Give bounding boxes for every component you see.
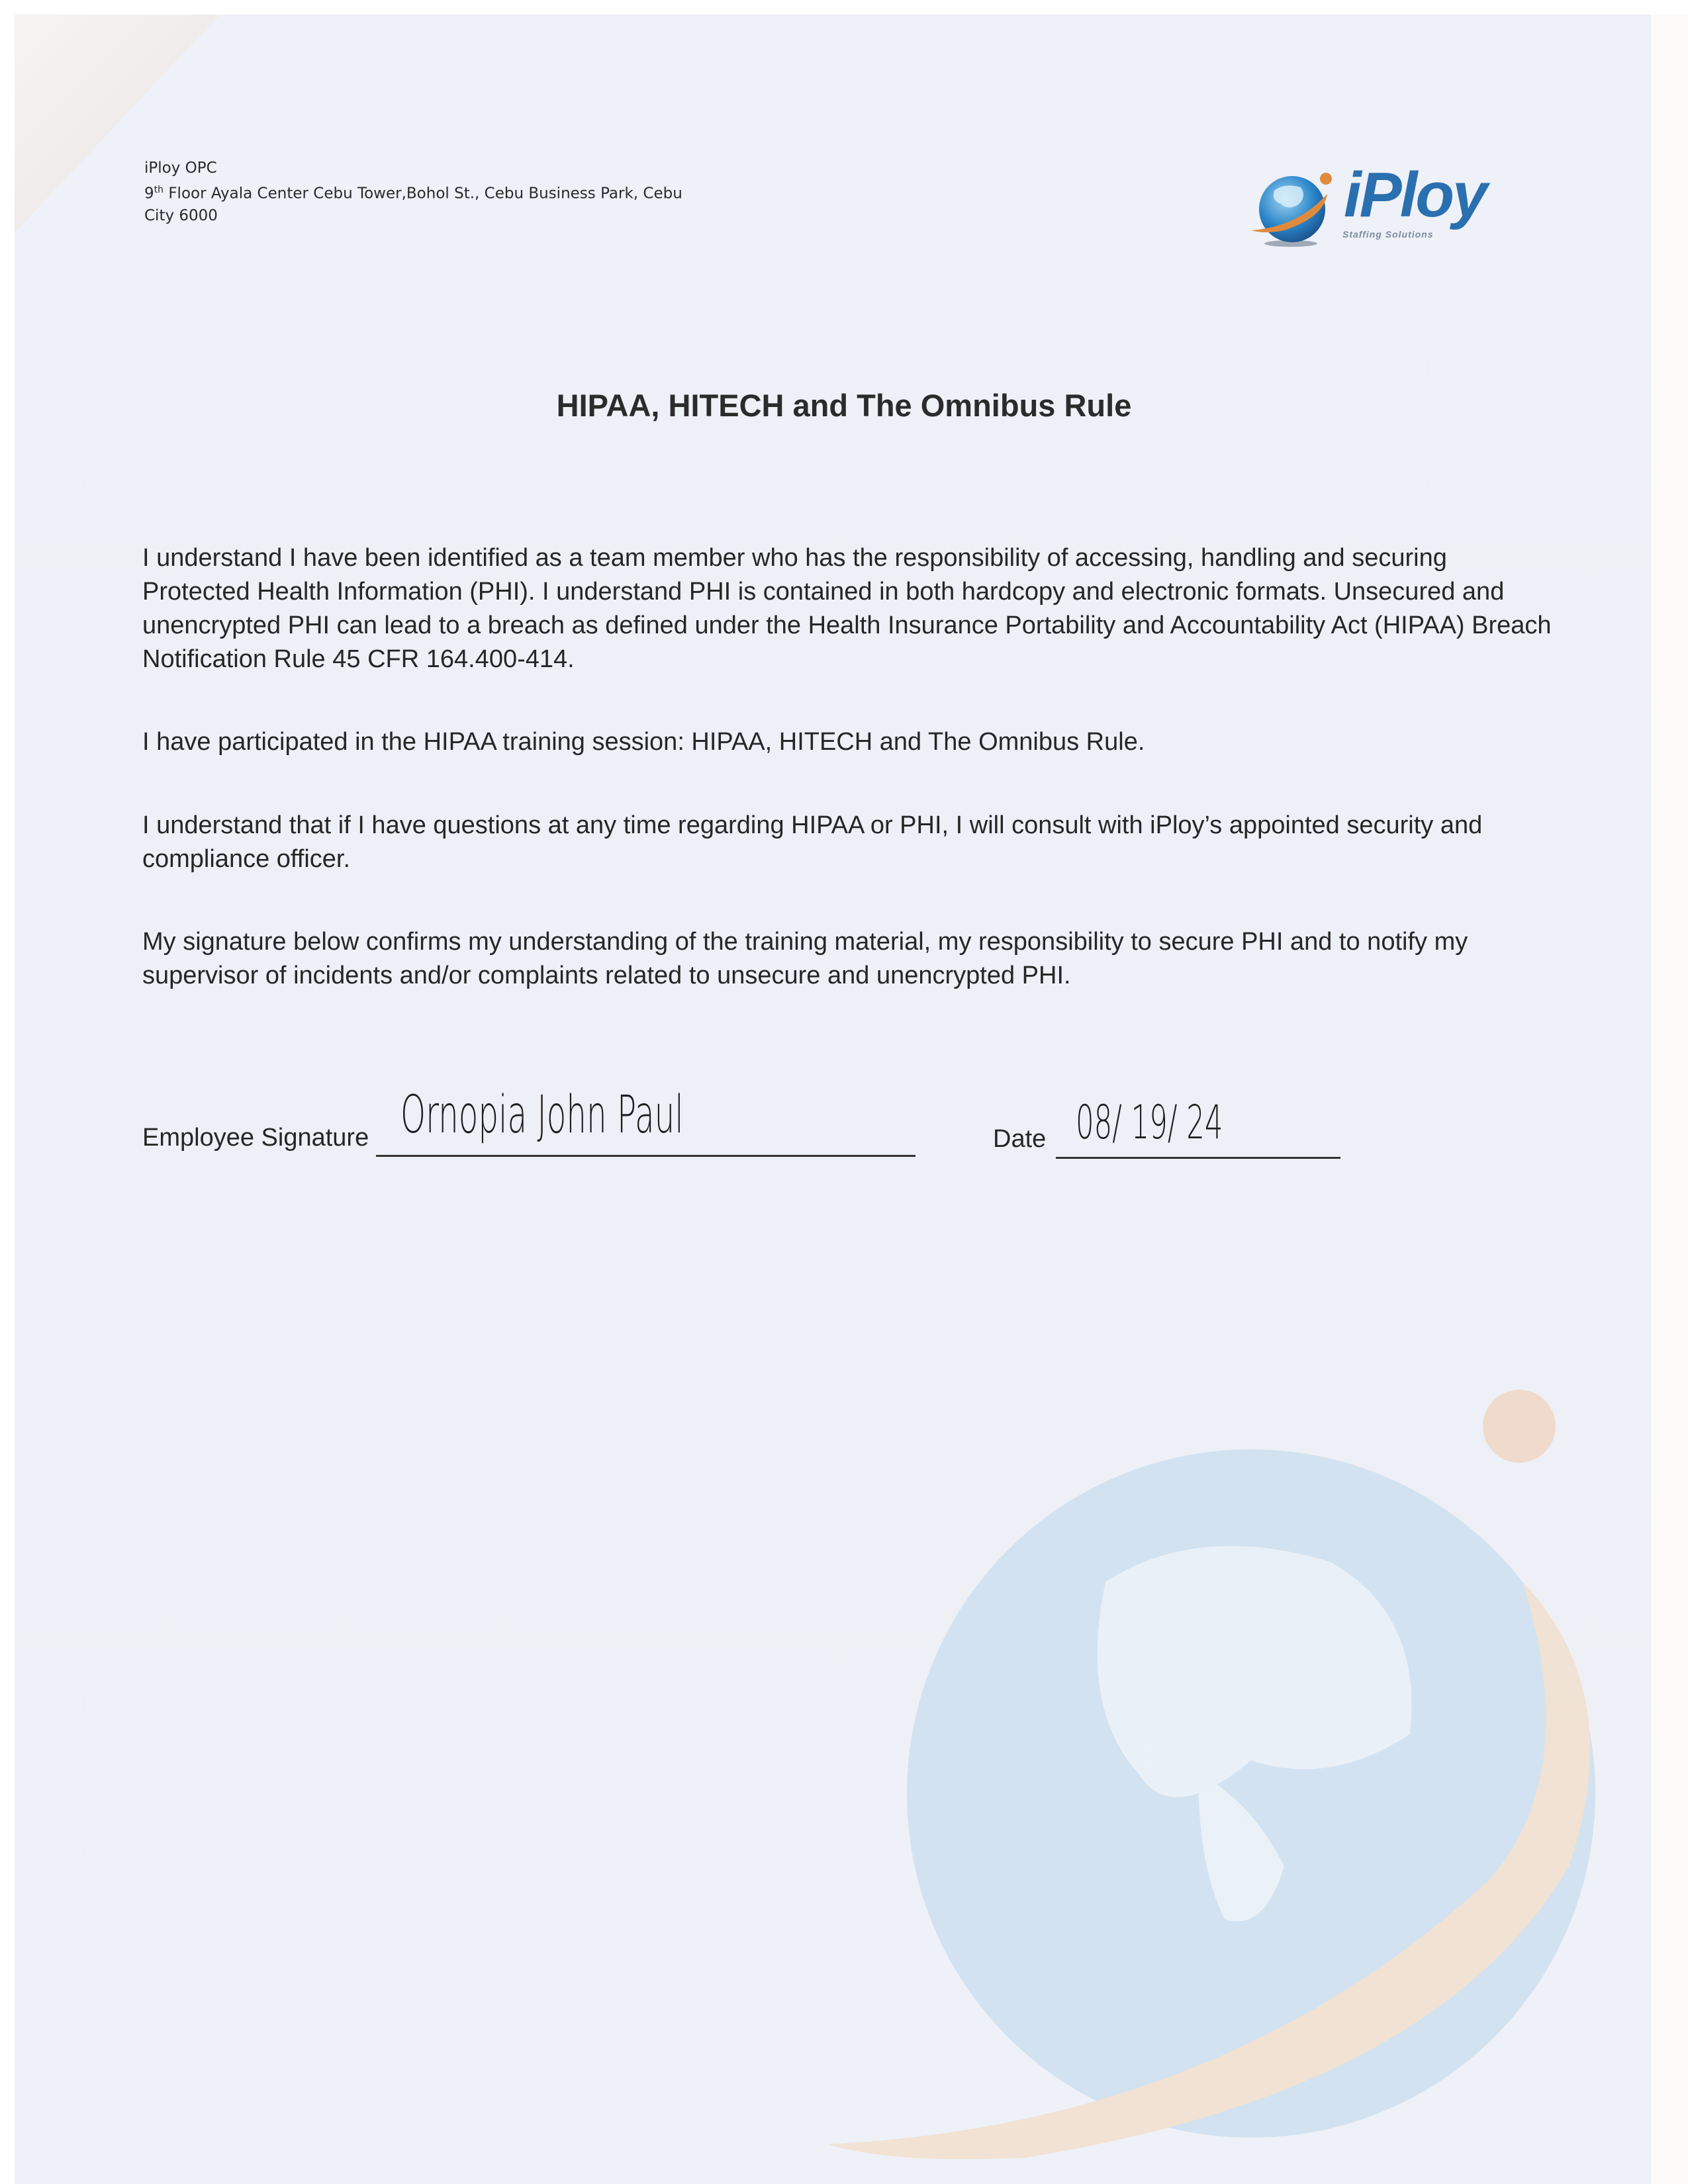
company-name: iPloy OPC bbox=[144, 159, 217, 177]
signature-label: Employee Signature bbox=[142, 1124, 369, 1152]
floor-number: 9 bbox=[144, 185, 154, 203]
handwritten-signature: Ornopia John Paul bbox=[400, 1085, 684, 1145]
logo-wordmark: iPloy bbox=[1344, 159, 1486, 230]
paragraph-acknowledgement: I understand I have been identified as a team member who has the responsibility of accessing, handling and securing Protected Health Information (PHI). I understand PHI is contained in both hardcopy and electronic formats. Unsecured and unencrypted PHI can lead to a breach as defined under the Health Insurance Portability and Accountability Act (HIPAA) Breach Notification Rule 45 CFR 164.400-414. bbox=[142, 544, 1552, 673]
document-title: HIPAA, HITECH and The Omnibus Rule bbox=[556, 388, 1132, 423]
date-line[interactable] bbox=[1056, 1157, 1340, 1159]
signature-line[interactable] bbox=[376, 1155, 915, 1157]
address-rest: Floor Ayala Center Cebu Tower,Bohol St., Cebu Business Park, Cebu bbox=[164, 185, 682, 203]
company-logo bbox=[1244, 159, 1509, 250]
handwritten-date: 08/ 19/ 24 bbox=[1076, 1095, 1223, 1150]
paragraph-confirmation: My signature below confirms my understanding of the training material, my responsibility to secure PHI and to notify my supervisor of incidents and/or complaints related to unsecure and unencrypted PHI. bbox=[142, 928, 1468, 989]
floor-suffix: th bbox=[154, 185, 164, 195]
address-line-2: City 6000 bbox=[144, 206, 218, 224]
company-address bbox=[144, 158, 682, 227]
date-label: Date bbox=[993, 1125, 1047, 1153]
globe-icon bbox=[1244, 164, 1344, 250]
paragraph-consult: I understand that if I have questions at any time regarding HIPAA or PHI, I will consult with iPloy’s appointed security and compliance officer. bbox=[142, 811, 1483, 873]
logo-tagline: Staffing Solutions bbox=[1342, 229, 1434, 240]
address-line-1 bbox=[144, 179, 682, 205]
scan-margin bbox=[1651, 15, 1688, 2184]
globe-watermark-icon bbox=[827, 1363, 1655, 2177]
paragraph-training: I have participated in the HIPAA training session: HIPAA, HITECH and The Omnibus Rule. bbox=[142, 728, 1145, 756]
